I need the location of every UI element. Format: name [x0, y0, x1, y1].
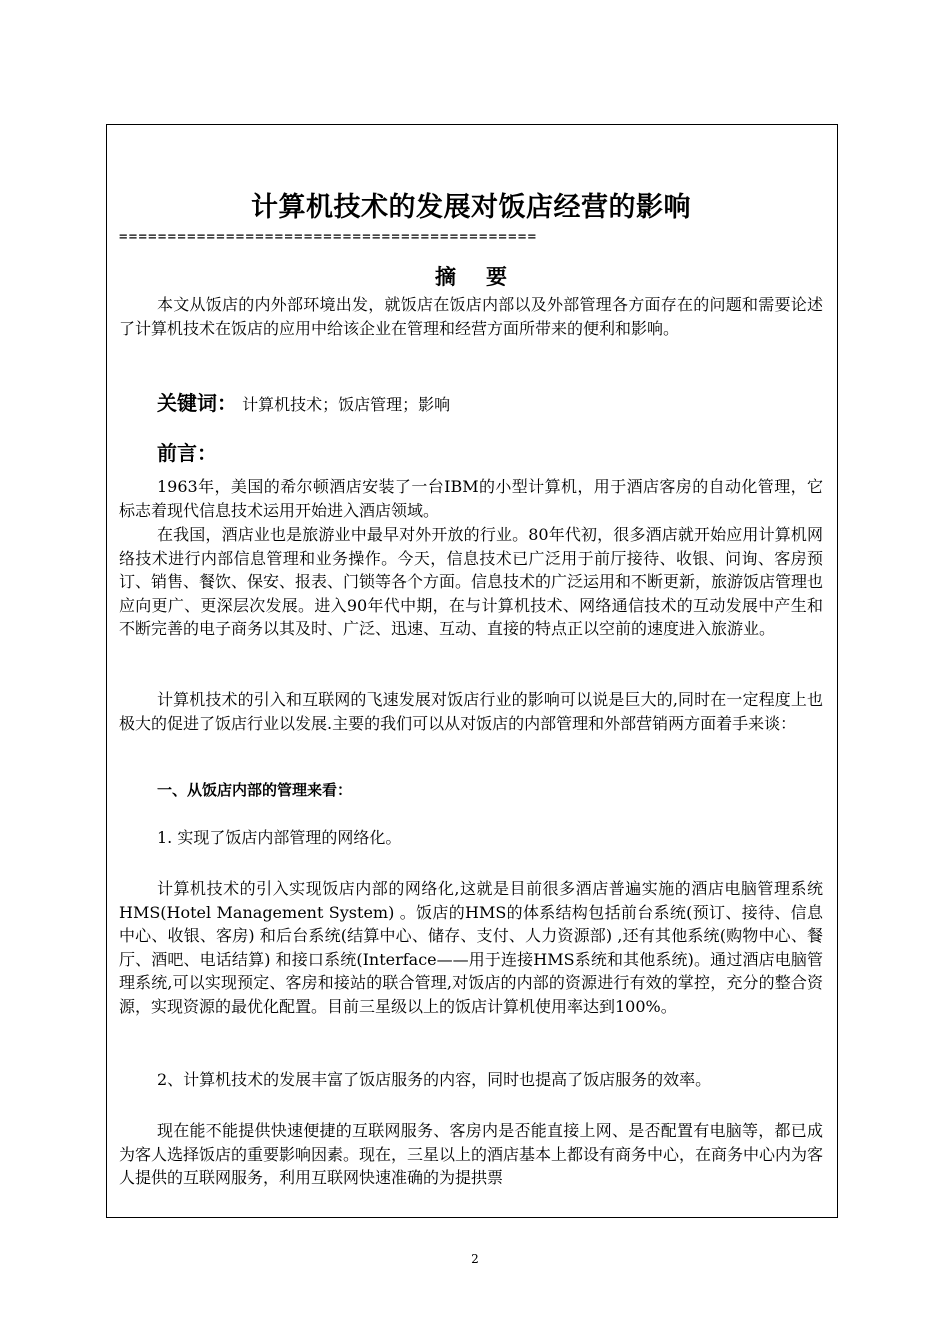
preface-heading: 前言： — [157, 441, 217, 465]
document-title: 计算机技术的发展对饭店经营的影响 — [251, 192, 691, 223]
paragraph: 现在能不能提供快速便捷的互联网服务、客房内是否能直接上网、是否配置有电脑等，都已成为客人选择饭店的重要影响因素。现在，三星以上的酒店基本上都设有商务中心，在商务中心内为客人提供的互联网服务，利用互联网快速准确的为提拱票 — [119, 1121, 824, 1187]
keywords-text: 计算机技术；饭店管理；影响 — [242, 395, 451, 414]
page-number: 2 — [471, 1252, 479, 1266]
paragraph: 计算机技术的引入实现饭店内部的网络化,这就是目前很多酒店普遍实施的酒店电脑管理系统HMS(Hotel Management System) 。饭店的HMS的体系结构包括前台系统(预订、接待、信息中心、收银、客房) 和后台系统(结算中心、储存、支付、人力资源部) ,还有其他系统(购物中心、餐厅、酒吧、电话结算) 和接口系统(Interface——用于连接HMS系统和其他系统)。通过酒店电脑管理系统,可以实现预定、客房和接站的联合管理,对饭店的内部的资源进行有效的掌控，充分的整合资源，实现资源的最优化配置。目前三星级以上的饭店计算机使用率达到100%。 — [119, 879, 823, 1016]
keywords-line — [157, 387, 450, 416]
paragraph: 1963年，美国的希尔顿酒店安装了一台IBM的小型计算机，用于酒店客房的自动化管理，它标志着现代信息技术运用开始进入酒店领域。 — [119, 477, 823, 520]
section-heading: 一、从饭店内部的管理来看： — [157, 781, 353, 799]
list-item: 1. 实现了饭店内部管理的网络化。 — [157, 828, 402, 847]
paragraph: 在我国，酒店业也是旅游业中最早对外开放的行业。80年代初，很多酒店就开始应用计算机网络技术进行内部信息管理和业务操作。今天，信息技术已广泛用于前厅接待、收银、问询、客房预订、销售、餐饮、保安、报表、门锁等各个方面。信息技术的广泛运用和不断更新，旅游饭店管理也应向更广、更深层次发展。进入90年代中期，在与计算机技术、网络通信技术的互动发展中产生和不断完善的电子商务以其及时、广泛、迅速、互动、直接的特点正以空前的速度进入旅游业。 — [119, 525, 824, 638]
page-frame — [106, 124, 838, 1218]
keywords-label: 关键词： — [157, 391, 237, 415]
separator-rule: =========================================== — [119, 229, 538, 245]
abstract-heading: 摘要 — [435, 265, 537, 289]
abstract-text: 本文从饭店的内外部环境出发，就饭店在饭店内部以及外部管理各方面存在的问题和需要论述了计算机技术在饭店的应用中给该企业在管理和经营方面所带来的便利和影响。 — [119, 295, 823, 338]
list-item: 2、计算机技术的发展丰富了饭店服务的内容，同时也提高了饭店服务的效率。 — [157, 1070, 712, 1089]
paragraph: 计算机技术的引入和互联网的飞速发展对饭店行业的影响可以说是巨大的,同时在一定程度上也极大的促进了饭店行业以发展.主要的我们可以从对饭店的内部管理和外部营销两方面着手来谈： — [119, 690, 823, 733]
